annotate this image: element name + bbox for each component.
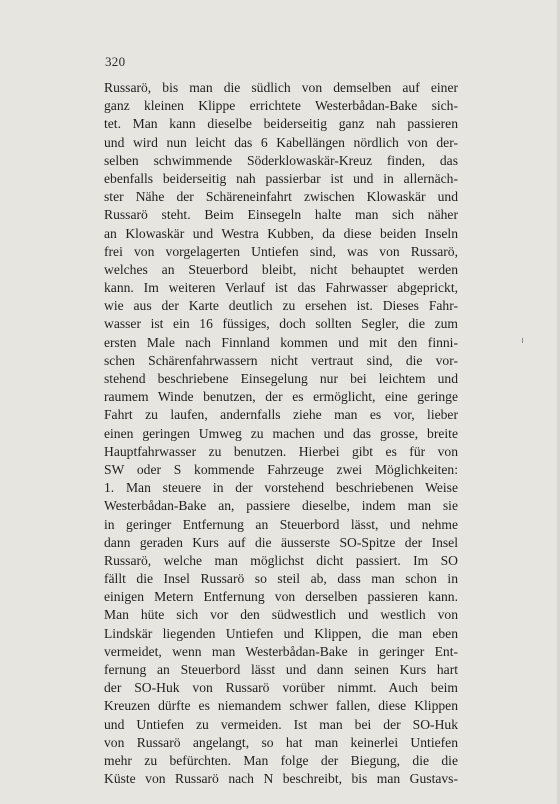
text-line: Russarö steht. Beim Einsegeln halte man sich näher	[104, 207, 458, 223]
text-line: tet. Man kann dieselbe beiderseitig ganz nah passieren	[104, 116, 458, 132]
text-line: welches an Steuerbord bleibt, nicht behauptet werden	[104, 261, 458, 277]
page-number: 320	[105, 54, 126, 69]
text-line: raumem Winde benutzen, der es ermöglicht, eine geringe	[104, 389, 458, 405]
text-line: Hauptfahrwasser zu benutzen. Hierbei gibt es für von	[104, 443, 458, 459]
text-line: ganz kleinen Klippe errichtete Westerbådan-Bake sich-	[104, 98, 458, 114]
text-line: kann. Im weiteren Verlauf ist das Fahrwasser abgeprickt,	[104, 280, 458, 296]
text-line: einen geringen Umweg zu machen und das grosse, breite	[104, 425, 458, 441]
text-line: Lindskär liegenden Untiefen und Klippen, die man eben	[104, 625, 458, 641]
text-line: und Untiefen zu vermeiden. Ist man bei der SO-Huk	[104, 716, 458, 732]
text-line: wasser ist ein 16 füssiges, doch sollten Segler, die zum	[104, 316, 458, 332]
text-line: dann geraden Kurs auf die äusserste SO-Spitze der Insel	[104, 534, 458, 550]
text-line: fällt die Insel Russarö so steil ab, dass man schon in	[104, 571, 458, 587]
text-line: frei von vorgelagerten Untiefen sind, was von Russarö,	[104, 243, 458, 259]
text-line: stehend beschriebene Einsegelung nur bei leichtem und	[104, 371, 458, 386]
text-line: an Klowaskär und Westra Kubben, da diese beiden Inseln	[104, 225, 458, 241]
text-line: schen Schärenfahrwassern nicht vertraut sind, die vor-	[104, 352, 458, 368]
text-line: der SO-Huk von Russarö vorüber nimmt. Auch beim	[104, 680, 458, 696]
text-line: Kreuzen dürfte es niemandem schwer fallen, diese Klippen	[104, 698, 458, 714]
text-line: und wird nun leicht das 6 Kabellängen nördlich von der-	[104, 134, 458, 150]
text-line: Küste von Russarö nach N beschreibt, bis man Gustavs-	[104, 771, 458, 787]
text-line: Russarö, welche man möglichst dicht passiert. Im SO	[104, 552, 458, 568]
text-line: ebenfalls beiderseitig nah passierbar ist und in allernäch-	[104, 170, 458, 186]
text-line: in geringer Entfernung an Steuerbord lässt, und nehme	[104, 516, 458, 532]
text-line: fernung an Steuerbord lässt und dann seinen Kurs hart	[104, 662, 458, 677]
text-line: von Russarö angelangt, so hat man keinerlei Untiefen	[104, 734, 458, 750]
text-line: selben schwimmende Söderklowaskär-Kreuz finden, das	[104, 152, 458, 168]
text-line: Westerbådan-Bake an, passiere dieselbe, indem man sie	[104, 498, 458, 514]
text-line: Fahrt zu laufen, andernfalls ziehe man es vor, lieber	[104, 407, 458, 423]
stray-ink-mark	[522, 338, 523, 343]
body-text	[104, 79, 458, 788]
text-line: einigen Metern Entfernung von derselben passieren kann.	[104, 589, 458, 605]
text-line: Man hüte sich vor den südwestlich und westlich von	[104, 607, 458, 623]
text-line: vermeidet, wenn man Westerbådan-Bake in geringer Ent-	[104, 643, 458, 659]
text-line: wie aus der Karte deutlich zu ersehen ist. Dieses Fahr-	[104, 298, 458, 314]
text-line: ster Nähe der Schäreneinfahrt zwischen Klowaskär und	[104, 189, 458, 205]
text-line: ersten Male nach Finnland kommen und mit den finni-	[104, 334, 458, 350]
text-line: Russarö, bis man die südlich von demselben auf einer	[104, 80, 458, 95]
text-line: 1. Man steuere in der vorstehend beschriebenen Weise	[104, 480, 458, 496]
text-line: mehr zu befürchten. Man folge der Biegung, die die	[104, 752, 458, 768]
text-line: SW oder S kommende Fahrzeuge zwei Möglichkeiten:	[104, 461, 458, 477]
